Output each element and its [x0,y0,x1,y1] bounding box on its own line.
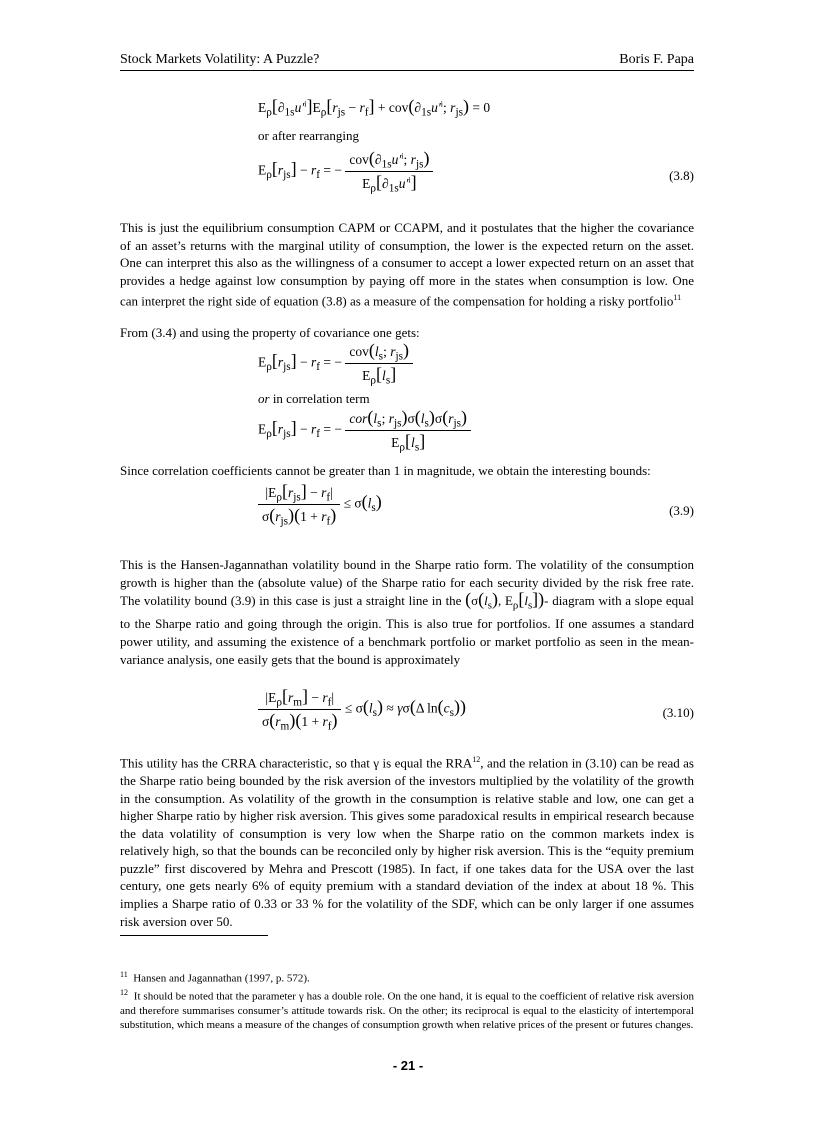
equation-number-3-8: (3.8) [669,168,694,183]
footnote-ref-12[interactable]: 12 [472,755,481,764]
paragraph-covariance: From (3.4) and using the property of covariance one gets: [120,325,420,340]
text-or-italic: or [258,391,270,406]
paragraph-crra-part2: , and the relation in (3.10) can be read as the Sharpe ratio being bounded by the risk aversion of the investors multiplied by the volatility of the growth in the consumption. As volatility of the growth in the consumption is relative stable and low, one can get a higher Sharpe ratio by higher risk aversion. This gives some paradoxical results in empirical research because the data volatility of consumption is very low when the Sharpe ratio on the common markets index is relatively high, so that the bounds can be reconciled only by higher risk aversion. This is the “equity premium puzzle” first discovered by Mehra and Prescott (1985). In fact, if one takes data for the USA over the last century, one gets nearly 6% of equity premium with a standard deviation of the index at about 18 %. This implies a Sharpe ratio of 0.33 or 33 % for the volatility of the SDF, which can be only larger if one assumes risk aversion over 50. [120,755,694,929]
running-header-title: Stock Markets Volatility: A Puzzle? [120,52,320,67]
equation-correlation: $E_\rho[r_{js}] - r_f$ = − $\frac{cor(l_s; r_{js})\sigma(l_s)\sigma(r_{js})}{E_\rho[l_s]}$ [258,407,471,453]
footnote-11 [120,968,694,986]
equation-covariance: $E_\rho[r_{js}] - r_f$ = − $\frac{cov(l_s; r_{js})}{E_\rho[l_s]}$ [258,340,413,386]
text-correlation [258,390,558,408]
equation-3-8: $E_\rho[r_{js}] - r_f$ = − $\frac{cov(\partial_{1s}u'^i; r_{js})}{E_\rho[\partial_{1s}u'^i]}$ [258,148,433,194]
paragraph-ccapm-text: This is just the equilibrium consumption CAPM or CCAPM, and it postulates that the higher the covariance of an asset’s returns with the marginal utility of consumption, the lower is the expected return on the asset. One can interpret this also as the willingness of a consumer to accept a lower expected return on an asset that provides a hedge against low consumption by paying off more in the states when consumption is low. One can interpret the right side of equation (3.8) as a measure of the compensation for holding a risky portfolio [120,220,694,309]
text-rearranging: or after rearranging [258,128,360,143]
inline-math-diagram-axes: ($\sigma(l_s)$, $E_\rho[l_s])-$ [465,589,549,612]
page-number: - 21 - [392,1058,424,1073]
paragraph-hansen-jagannathan [120,556,694,668]
footnote-number: 12 [120,988,128,997]
footnote-text: Hansen and Jagannathan (1997, p. 572). [133,972,310,985]
header-rule [120,70,694,71]
footnote-rule [120,935,268,936]
footnote-text: It should be noted that the parameter γ has a double role. On the one hand, it is equal to the coefficient of relative risk aversion and therefore summarises consumer’s attitude towards risk. On the other; its reciprocal is equal to the elasticity of intertemporal substitution, which means a measure of the changes of consumption growth when relative prices of the present or futures changes. [120,990,695,1032]
footnote-12 [120,986,694,1032]
text-correlation-rest: in correlation term [269,391,370,406]
paragraph-crra-part1: This utility has the CRRA characteristic, so that γ is equal the RRA [120,755,473,771]
equation-number-3-9: (3.9) [669,503,694,518]
paragraph-bounds: Since correlation coefficients cannot be greater than 1 in magnitude, we obtain the interesting bounds: [120,463,651,478]
equation-euler: $E_\rho[\partial_{1s}u'^i]E_\rho[r_{js} - r_f] + cov(\partial_{1s}u'^i$; $r_{js}) = 0$ [258,96,491,119]
paragraph-crra [120,751,694,930]
equation-number-3-10: (3.10) [662,705,694,720]
equation-3-9: $\frac{|E_\rho[r_{js}] - r_f|}{\sigma(r_{js})(1 + r_f)}$ ≤ $\sigma(l_s)$ [258,481,382,527]
footnote-number: 11 [120,970,128,979]
paragraph-hj-part2: diagram with a slope equal to the Sharpe ratio and going through the origin. This is also true for portfolios. If one assumes a standard power utility, and assuming the existence of a benchmark portfolio or market portfolio as seen in the mean-variance analysis, one easily gets that the bound is approximately [120,593,695,667]
footnote-ref-11[interactable]: 11 [673,293,682,303]
paragraph-ccapm [120,219,694,310]
running-header-author: Boris F. Papa [619,52,694,67]
paragraph-hj-part1: This is the Hansen-Jagannathan volatility bound in the Sharpe ratio form. The volatility of the consumption growth is higher than the (absolute value) of the Sharpe ratio for each security divided by the risk free rate. The volatility bound (3.9) in this case is just a straight line in the [120,557,694,609]
equation-3-10: $\frac{|E_\rho[r_m] - r_f|}{\sigma(r_m)(1 + r_f)}$ ≤ $\sigma(l_s) \approx \gamma\sigma(\Delta$ $\ln(c_s)$) [258,686,466,732]
